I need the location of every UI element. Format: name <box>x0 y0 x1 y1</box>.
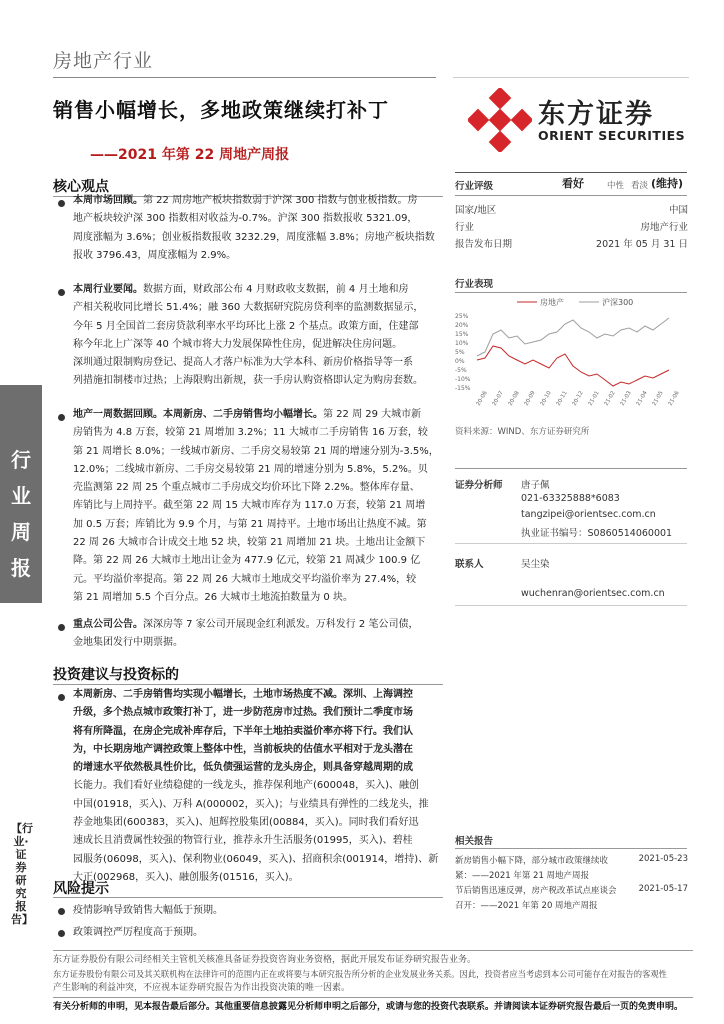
related-report-subtitle: 紧：——2021 年第 21 周地产周报 <box>455 871 590 881</box>
para-line: 长能力。我们看好业绩稳健的一线龙头，推荐保利地产(600048，买入)、融创 <box>73 780 419 792</box>
bullet-icon <box>58 200 65 207</box>
para-line: 今年 5 月全国首二套房贷款利率水平均环比上涨 2 个基点。政策方面，住建部 <box>73 320 419 332</box>
para-line: 第 21 周增加 5.5 个百分点。26 大城市土地流拍数量为 0 块。 <box>73 591 353 603</box>
rating-maintain: (维持) <box>651 177 684 190</box>
x-tick: 20-08 <box>507 390 521 407</box>
invest-paragraph <box>73 686 439 887</box>
contact-label: 联系人 <box>455 559 484 570</box>
para-line: 金地集团发行中期票据。 <box>73 637 183 649</box>
sector-label: 房地产行业 <box>53 50 154 72</box>
rating-option-neutral: 中性 <box>607 181 625 191</box>
x-tick: 20-06 <box>475 390 489 407</box>
para-line: 第 22 周 29 大城市新 <box>323 409 422 420</box>
market-review-paragraph <box>73 192 439 265</box>
logo-name-en: ORIENT SECURITIES <box>538 128 686 143</box>
para-line: 报收 3796.43，周度涨幅为 2.9%。 <box>73 249 237 261</box>
para-line: 壳监测第 22 周 25 个重点城市二手房成交均价环比下降 2.2%。整体库存量、 <box>73 482 420 494</box>
rating-top-rule <box>455 172 687 173</box>
bullet-icon <box>58 694 65 701</box>
invest-heading: 投资建议与投资标的 <box>53 667 179 683</box>
para-line: 速成长且消费属性较强的物管行业，推荐永升生活服务(01995，买入)、碧桂 <box>73 835 413 847</box>
para-line: 第 22 周房地产板块指数弱于沪深 300 指数与创业板指数。房 <box>143 195 418 206</box>
para-line: 库销比与上周持平。截至第 22 周 15 大城市库存为 117.0 万套，较第 21 周增 <box>73 500 426 512</box>
x-axis-ticks <box>476 390 681 407</box>
para-line: 房销售为 4.8 万套，较第 21 周增加 3.2%；11 大城市二手房销售 16 万套，较 <box>73 427 428 439</box>
para-line: 的增速水平依然极具性价比，低负债强运营的龙头房企，则具备穿越周期的成 <box>73 762 413 774</box>
industry-news-paragraph <box>73 281 439 391</box>
risk-heading-rule <box>53 897 443 898</box>
risk-heading: 风险提示 <box>53 881 109 897</box>
para-line: 地产板块较沪深 300 指数相对收益为-0.7%。沪深 300 指数报收 5321.09， <box>73 213 418 225</box>
rating-row-label: 国家/地区 <box>455 205 497 216</box>
para-line: 升级，多个热点城市政策打补丁，进一步防范房市过热。我们预计二季度市场 <box>73 707 413 719</box>
y-tick: 5% <box>455 349 465 356</box>
weekly-data-paragraph <box>73 406 439 607</box>
para-line: 将有所降温，在房企完成补库存后，下半年土地拍卖溢价率亦将下行。我们认 <box>73 725 413 737</box>
y-tick: -15% <box>455 385 471 392</box>
core-heading: 核心观点 <box>53 179 109 195</box>
analyst-phone: 021-63325888*6083 <box>521 493 620 504</box>
report-subtitle: ——2021 年第 22 周地产周报 <box>90 147 290 163</box>
x-tick: 20-12 <box>571 390 585 407</box>
side-char: 行 <box>11 448 31 472</box>
legend-label-realestate: 房地产 <box>540 298 564 307</box>
para-line: 为，中长期房地产调控政策上整体中性，当前板块的估值水平相对于龙头潜在 <box>73 743 413 755</box>
performance-heading: 行业表现 <box>455 279 494 290</box>
company-notice-paragraph <box>73 616 439 653</box>
contact-email: wuchenran@orientsec.com.cn <box>521 588 665 599</box>
rating-row-value: 2021 年 05 月 31 日 <box>596 239 688 250</box>
x-tick: 21-04 <box>635 390 649 407</box>
para-line: 产相关税收同比增长 51.4%；融 360 大数据研究院房贷利率的监测数据显示， <box>73 302 424 314</box>
para-line: 第 21 周增长 8.0%；一线城市新房、二手房交易较第 21 周的增速分别为-3.5%， <box>73 445 439 457</box>
footer-line: 东方证券股份有限公司及其关联机构在法律许可的范围内正在或将要与本研究报告所分析的企业发展业务关系。因此，投资者应当考虑到本公司可能存在对报告的客观性 <box>53 969 667 979</box>
footer-rule-2 <box>53 997 693 998</box>
side-category-label <box>6 442 36 586</box>
analyst-license: 执业证书编号：S0860514060001 <box>521 528 673 539</box>
bullet-lead: 本周行业要闻。 <box>73 284 143 295</box>
footer-line: 东方证券股份有限公司经相关主管机关核准具备证券投资咨询业务资格，据此开展发布证券研究报告业务。 <box>53 955 477 965</box>
analyst-name: 唐子佩 <box>521 480 550 491</box>
bullet-lead: 地产一周数据回顾。本周新房、二手房销售均小幅增长。 <box>73 409 323 420</box>
para-line: 加 0.5 万套；库销比为 9.9 个月，与第 21 周持平。土地市场出让热度不减。第 <box>73 518 427 530</box>
para-line: 深圳通过限制购房登记、提高人才落户标准为大学本科、新房价格指导等一系 <box>73 357 413 369</box>
logo-name-cn: 东方证券 <box>538 99 654 130</box>
footer-notice: 有关分析师的申明，见本报告最后部分。其他重要信息披露见分析师申明之后部分，或请与您的投资代表联系。并请阅读本证券研究报告最后一页的免责申明。 <box>53 1002 684 1012</box>
x-tick: 20-07 <box>491 390 505 407</box>
analyst-top-rule <box>455 468 687 469</box>
footer-line: 产生影响的利益冲突，不应视本证券研究报告为作出投资决策的唯一因素。 <box>53 983 351 993</box>
analyst-label: 证券分析师 <box>455 480 503 491</box>
invest-heading-rule <box>53 684 443 685</box>
para-line: 深深房等 7 家公司开展现金红利派发。万科发行 2 笔公司债， <box>143 619 419 630</box>
y-tick: 15% <box>455 331 469 338</box>
y-tick: 20% <box>455 322 469 329</box>
performance-chart <box>455 294 687 414</box>
bullet-lead: 重点公司公告。 <box>73 619 143 630</box>
header-divider <box>53 77 436 78</box>
x-tick: 21-03 <box>619 390 633 407</box>
y-tick: -5% <box>455 367 467 374</box>
risk-item: 政策调控严厉程度高于预期。 <box>73 927 203 938</box>
report-type-tag: 【行业·证券研究报告】 <box>11 822 33 926</box>
contact-name: 吴尘染 <box>521 559 550 570</box>
related-report-subtitle: 召开：——2021 年第 20 周地产周报 <box>455 901 598 911</box>
analyst-mid-rule <box>455 543 687 544</box>
related-report-date: 2021-05-23 <box>638 854 688 864</box>
related-report-title[interactable]: 新房销售小幅下降，部分城市政策继续收 <box>455 856 609 866</box>
x-tick: 21-02 <box>603 390 617 407</box>
para-line: 12.0%；二线城市新房、二手房交易较第 21 周的增速分别为 5.8%，5.2%。贝 <box>73 463 428 475</box>
related-report-title[interactable]: 节后销售迅速反弹，房产税改革试点座谈会 <box>455 886 617 896</box>
x-tick: 21-06 <box>667 390 681 407</box>
rating-row-value: 中国 <box>668 205 688 216</box>
x-tick: 21-05 <box>651 390 665 407</box>
para-line: 数据方面，财政部公布 4 月财政收支数据，前 4 月土地和房 <box>143 284 409 295</box>
footer-disclaimer <box>53 953 693 995</box>
rating-label: 行业评级 <box>455 181 494 192</box>
orient-logo-icon <box>468 88 532 152</box>
x-tick: 20-10 <box>539 390 553 407</box>
related-rule <box>455 848 687 849</box>
bullet-icon <box>58 289 65 296</box>
rating-rule <box>455 195 687 196</box>
para-line: 园服务(06098，买入)、保利物业(06049，买入)、招商积余(001914，增持)、新 <box>73 853 439 865</box>
y-tick: 25% <box>455 313 469 320</box>
risk-item: 疫情影响导致销售大幅低于预期。 <box>73 905 223 916</box>
para-line: 周度涨幅为 3.6%；创业板指数报收 3232.29，周度涨幅 3.8%；房地产板块指数 <box>73 231 435 243</box>
side-char: 业 <box>11 484 31 508</box>
analyst-bottom-rule <box>455 605 687 606</box>
para-line: 元。平均溢价率提高。第 22 周 26 大城市土地成交平均溢价率为 27.4%，较 <box>73 573 417 585</box>
analyst-email: tangzipei@orientsec.com.cn <box>521 509 656 520</box>
x-tick: 20-11 <box>555 390 569 407</box>
y-tick: 10% <box>455 340 469 347</box>
y-axis-ticks <box>455 313 471 392</box>
para-line: 中国(01918，买入)、万科 A(000002，买入)；与业绩具有弹性的二线龙头，推 <box>73 798 429 810</box>
rating-option-negative: 看淡 <box>631 181 649 191</box>
para-line: 荐金地集团(600383，买入)、旭辉控股集团(00884，买入)。同时我们看好迅 <box>73 817 419 829</box>
side-char: 报 <box>11 556 31 580</box>
x-tick: 20-09 <box>523 390 537 407</box>
rating-row-value: 房地产行业 <box>640 222 688 233</box>
performance-rule <box>455 292 687 293</box>
bullet-icon <box>58 414 65 421</box>
rating-row-label: 报告发布日期 <box>455 239 513 250</box>
bullet-icon <box>58 624 65 631</box>
header-divider-right <box>453 77 689 78</box>
y-tick: 0% <box>455 358 465 365</box>
para-line: 列措施扣制楼市过热；上海限购出新规，获一手房认购资格即认定为购房套数。 <box>73 375 423 387</box>
para-line: 降。第 22 周 26 大城市土地出让金为 477.9 亿元，较第 21 周减少 100.9 亿 <box>73 555 421 567</box>
related-heading: 相关报告 <box>455 836 494 847</box>
report-title: 销售小幅增长，多地政策继续打补丁 <box>53 98 389 122</box>
x-tick: 21-01 <box>587 390 601 407</box>
para-line: 22 周 26 大城市合计成交土地 52 块，较第 21 周增加 21 块。土地出让金额下 <box>73 537 426 549</box>
series-line-realestate <box>477 346 669 386</box>
rating-value: 看好 <box>562 177 584 190</box>
bullet-lead: 本周市场回顾。 <box>73 195 143 206</box>
bullet-icon <box>58 930 65 937</box>
y-tick: -10% <box>455 376 471 383</box>
side-char: 周 <box>11 520 31 544</box>
series-line-hs300 <box>477 318 669 356</box>
footer-rule <box>53 950 693 951</box>
para-line: 称今年北上广深等 40 个城市将大力发展保障性住房，促进解决住房问题。 <box>73 338 403 350</box>
bullet-icon <box>58 908 65 915</box>
para-line: 本周新房、二手房销售均实现小幅增长，土地市场热度不减。深圳、上海调控 <box>73 689 413 700</box>
legend-label-hs300: 沪深300 <box>602 298 634 307</box>
para-line: 大正(002968，买入)、融创服务(01516，买入)。 <box>73 871 299 883</box>
related-report-date: 2021-05-17 <box>638 884 688 894</box>
rating-row-label: 行业 <box>455 222 475 233</box>
chart-source: 资料来源：WIND、东方证券研究所 <box>455 427 590 437</box>
